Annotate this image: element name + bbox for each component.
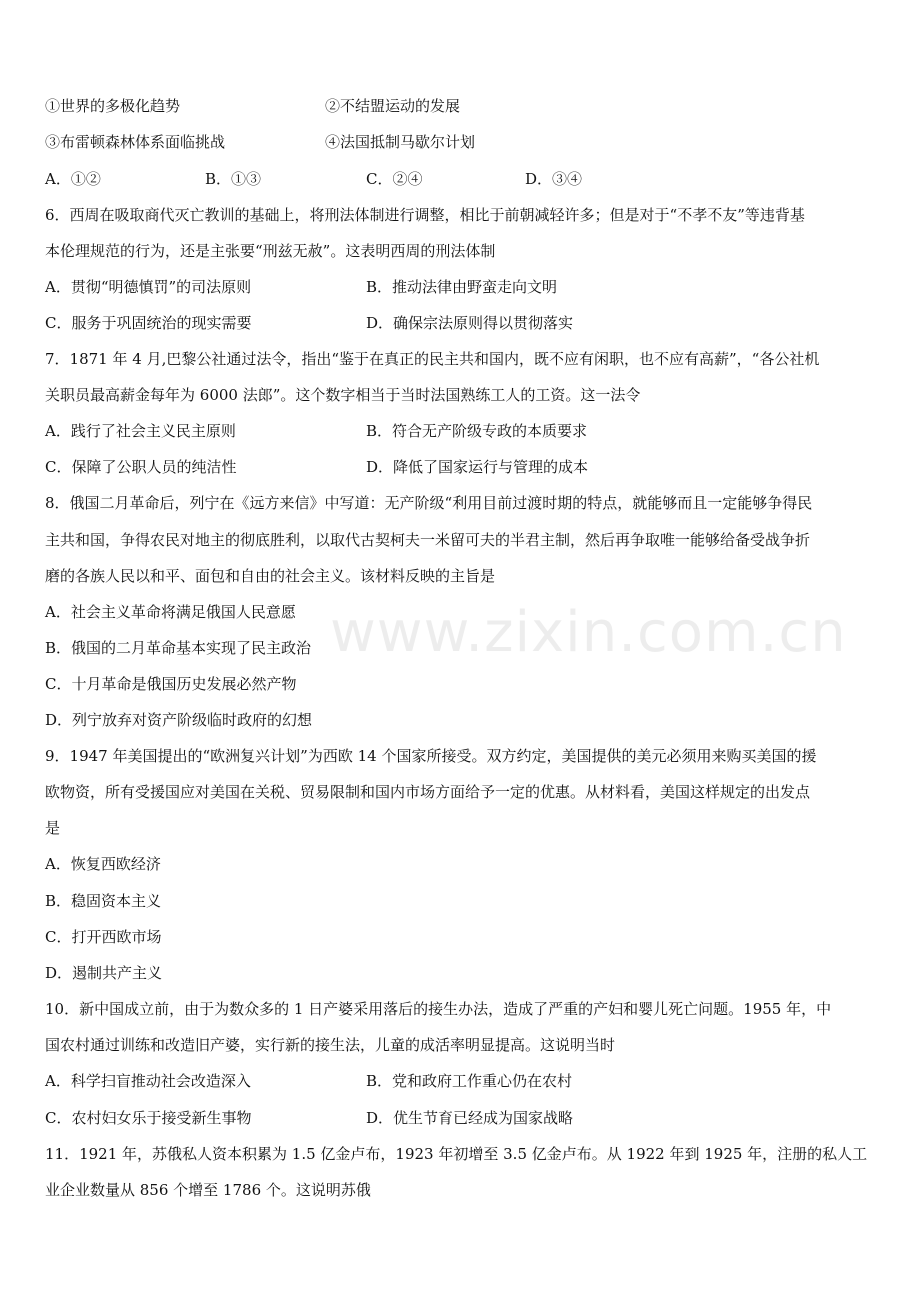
q11-stem-line-2: 业企业数量从 856 个增至 1786 个。这说明苏俄 — [45, 1181, 371, 1199]
q10-stem-line-2: 国农村通过训练和改造旧产婆，实行新的接生法，儿童的成活率明显提高。这说明当时 — [45, 1036, 616, 1054]
q6-option-b: B．推动法律由野蛮走向文明 — [366, 278, 558, 296]
q10-option-b: B．党和政府工作重心仍在农村 — [366, 1072, 573, 1090]
q5-statement-1: ①世界的多极化趋势 — [45, 97, 181, 115]
q9-option-b: B．稳固资本主义 — [45, 892, 162, 910]
q6-stem-line-2: 本伦理规范的行为，还是主张要“刑兹无赦”。这表明西周的刑法体制 — [45, 242, 496, 260]
q5-statement-2: ②不结盟运动的发展 — [325, 97, 461, 115]
q10-option-a: A．科学扫盲推动社会改造深入 — [45, 1072, 251, 1090]
q10-option-c: C．农村妇女乐于接受新生事物 — [45, 1109, 252, 1127]
q5-option-a: A．①② — [45, 170, 101, 188]
q7-option-d: D．降低了国家运行与管理的成本 — [366, 458, 589, 476]
q10-option-d: D．优生节育已经成为国家战略 — [366, 1109, 574, 1127]
q6-stem-line-1: 6．西周在吸取商代灭亡教训的基础上，将刑法体制进行调整，相比于前朝减轻许多；但是对于“不孝不友”等违背基 — [45, 206, 805, 224]
q11-stem-line-1: 11．1921 年，苏俄私人资本积累为 1.5 亿金卢布，1923 年初增至 3.5 亿金卢布。从 1922 年到 1925 年，注册的私人工 — [45, 1145, 868, 1163]
q5-option-d: D．③④ — [525, 170, 583, 188]
q7-stem-line-1: 7．1871 年 4 月,巴黎公社通过法令，指出“鉴于在真正的民主共和国内，既不应有闲职，也不应有高薪”，“各公社机 — [45, 350, 820, 368]
q8-stem-line-2: 主共和国，争得农民对地主的彻底胜利，以取代古契柯夫一米留可夫的半君主制，然后再争取唯一能够给备受战争折 — [45, 531, 811, 549]
q10-stem-line-1: 10．新中国成立前，由于为数众多的 1 日产婆采用落后的接生办法，造成了严重的产妇和婴儿死亡问题。1955 年，中 — [45, 1000, 832, 1018]
q6-option-d: D．确保宗法原则得以贯彻落实 — [366, 314, 574, 332]
q9-stem-line-3: 是 — [45, 819, 61, 837]
q7-stem-line-2: 关职员最高薪金每年为 6000 法郎”。这个数字相当于当时法国熟练工人的工资。这一法令 — [45, 386, 641, 404]
q7-option-c: C．保障了公职人员的纯洁性 — [45, 458, 237, 476]
q9-option-c: C．打开西欧市场 — [45, 928, 162, 946]
watermark: www.zixin.com.cn — [330, 600, 847, 665]
q6-option-c: C．服务于巩固统治的现实需要 — [45, 314, 252, 332]
q5-option-c: C．②④ — [366, 170, 423, 188]
q7-option-b: B．符合无产阶级专政的本质要求 — [366, 422, 588, 440]
q7-option-a: A．践行了社会主义民主原则 — [45, 422, 236, 440]
q9-stem-line-1: 9．1947 年美国提出的“欧洲复兴计划”为西欧 14 个国家所接受。双方约定，美国提供的美元必须用来购买美国的援 — [45, 747, 817, 765]
q9-stem-line-2: 欧物资，所有受援国应对美国在关税、贸易限制和国内市场方面给予一定的优惠。从材料看，美国这样规定的出发点 — [45, 783, 811, 801]
q8-option-b: B．俄国的二月革命基本实现了民主政治 — [45, 639, 312, 657]
q8-stem-line-3: 磨的各族人民以和平、面包和自由的社会主义。该材料反映的主旨是 — [45, 567, 496, 585]
q8-option-a: A．社会主义革命将满足俄国人民意愿 — [45, 603, 296, 621]
q9-option-d: D．遏制共产主义 — [45, 964, 163, 982]
q9-option-a: A．恢复西欧经济 — [45, 855, 161, 873]
q8-stem-line-1: 8．俄国二月革命后，列宁在《远方来信》中写道：无产阶级“利用目前过渡时期的特点，就能够而且一定能够争得民 — [45, 494, 813, 512]
q5-statement-4: ④法国抵制马歇尔计划 — [325, 133, 476, 151]
q8-option-d: D．列宁放弃对资产阶级临时政府的幻想 — [45, 711, 313, 729]
q8-option-c: C．十月革命是俄国历史发展必然产物 — [45, 675, 297, 693]
q5-option-b: B．①③ — [205, 170, 262, 188]
q5-statement-3: ③布雷顿森林体系面临挑战 — [45, 133, 226, 151]
q6-option-a: A．贯彻“明德慎罚”的司法原则 — [45, 278, 252, 296]
